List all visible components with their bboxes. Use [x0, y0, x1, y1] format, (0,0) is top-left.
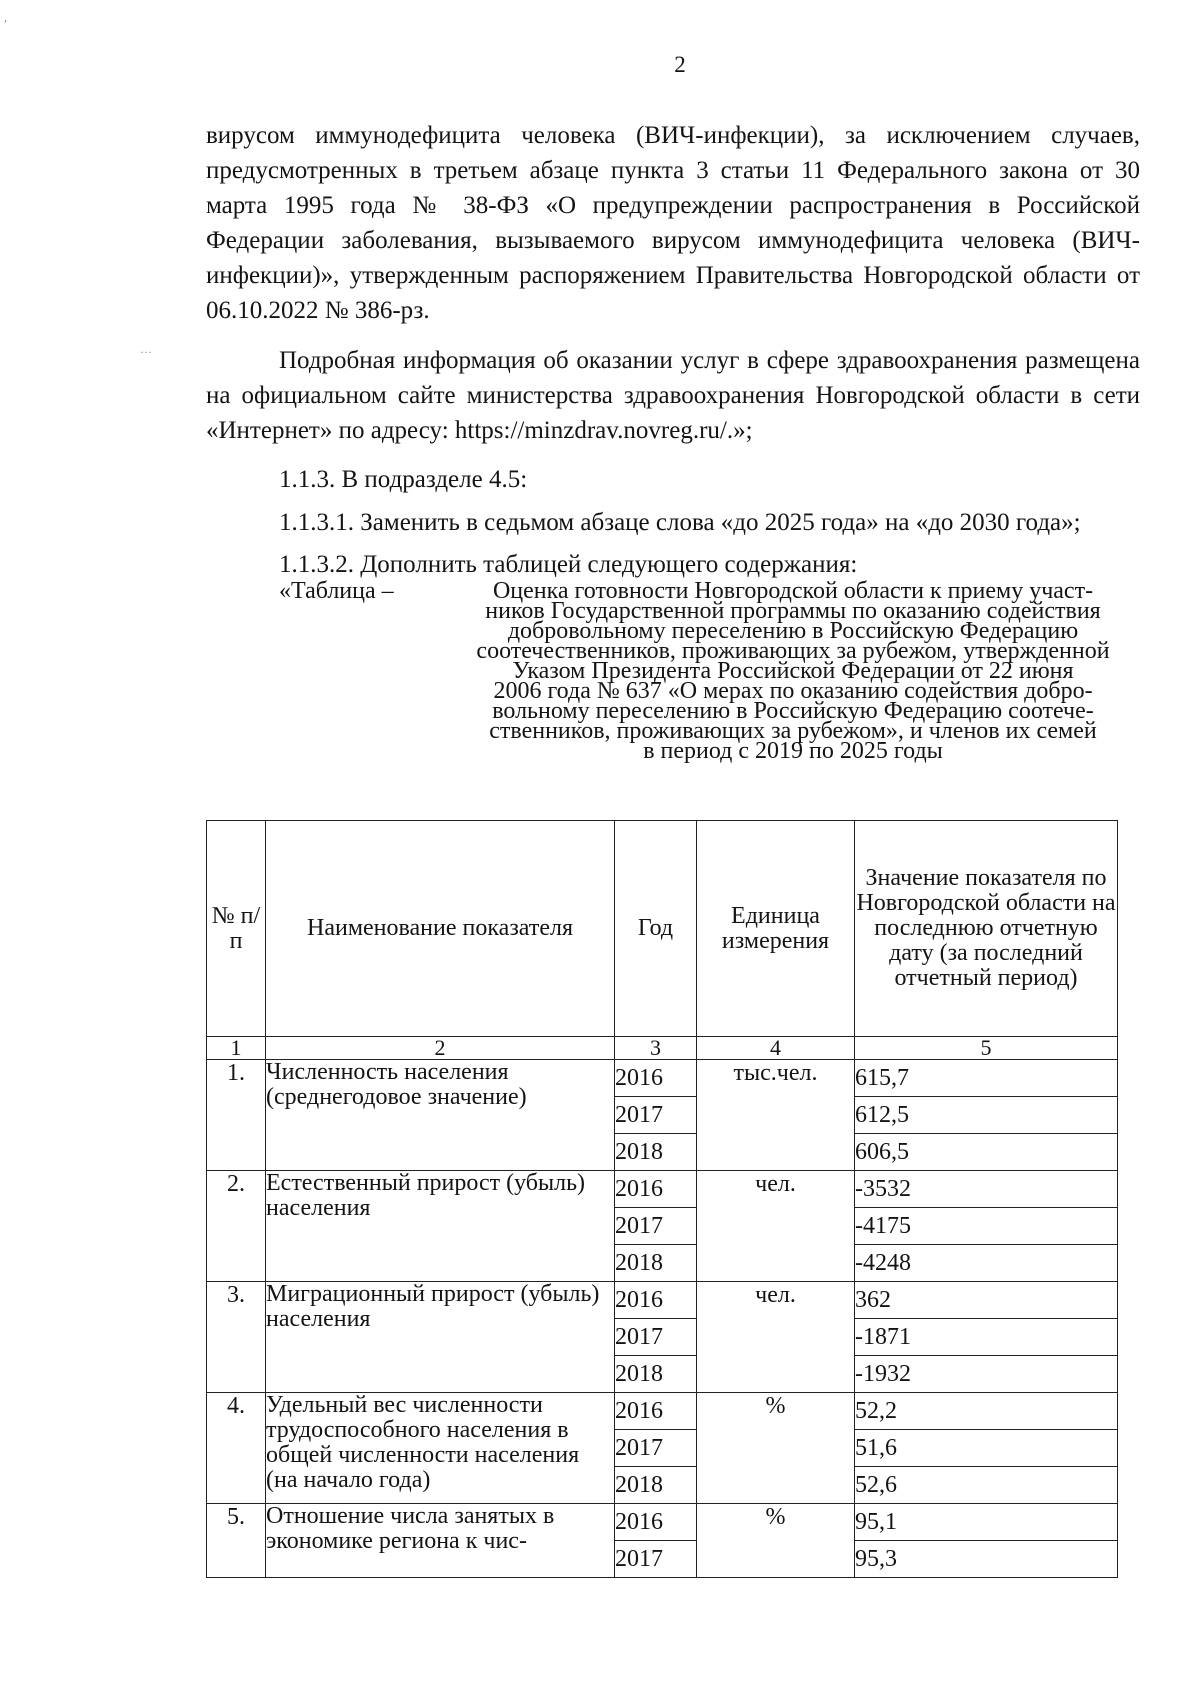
item-1-1-3: 1.1.3. В подразделе 4.5:	[279, 466, 528, 493]
unit-cell: %	[697, 1504, 855, 1578]
header-year: Год	[615, 821, 697, 1037]
unit-cell: тыс.чел.	[697, 1060, 855, 1171]
value-cell: 95,3	[855, 1541, 1118, 1578]
year-cell: 2016	[615, 1393, 697, 1430]
year-cell: 2018	[615, 1467, 697, 1504]
column-number: 2	[266, 1037, 615, 1060]
row-number: 2.	[207, 1171, 266, 1282]
header-unit: Единица измерения	[697, 821, 855, 1037]
value-cell: 612,5	[855, 1097, 1118, 1134]
item-1-1-3-2: 1.1.3.2. Дополнить таблицей следующего содержания:	[279, 551, 858, 578]
row-number: 3.	[207, 1282, 266, 1393]
scan-mark: ,	[4, 10, 7, 24]
header-value: Значение показателя по Новгородской области на последнюю отчетную дату (за последний отчетный период)	[855, 821, 1118, 1037]
column-number: 5	[855, 1037, 1118, 1060]
scan-mark: ···	[140, 345, 152, 359]
table-row	[207, 1171, 1118, 1208]
caption-line: соотечественников, проживающих за рубежом, утвержденной	[476, 638, 1110, 664]
year-cell: 2018	[615, 1356, 697, 1393]
table-header-row	[207, 821, 1118, 1037]
year-cell: 2016	[615, 1504, 697, 1541]
column-numbers-row	[207, 1037, 1118, 1060]
table-row	[207, 1504, 1118, 1541]
indicator-name: Удельный вес численности трудоспособного населения в общей численности населения (на начало года)	[266, 1393, 615, 1504]
value-cell: -3532	[855, 1171, 1118, 1208]
value-cell: 52,2	[855, 1393, 1118, 1430]
caption-line: вольному переселению в Российскую Федерацию соотече-	[492, 698, 1094, 724]
year-cell: 2018	[615, 1245, 697, 1282]
table-row	[207, 1060, 1118, 1097]
caption-line: в период с 2019 по 2025 годы	[643, 738, 943, 764]
value-cell: -4175	[855, 1208, 1118, 1245]
value-cell: -4248	[855, 1245, 1118, 1282]
header-indicator-name: Наименование показателя	[266, 821, 615, 1037]
caption-line: ников Государственной программы по оказанию содействия	[485, 598, 1101, 624]
paragraph-text: вирусом иммунодефицита человека (ВИЧ-инфекции), за исключением случаев, предусмотренных в третьем абзаце пункта 3 статьи 11 Федерального закона от 30 марта 1995 года № 38-ФЗ «О предупреждении распространения в Российской Федерации заболевания, вызываемого вирусом иммунодефицита человека (ВИЧ-инфекции)», утвержденным распоряжением Правительства Новгородской области от 06.10.2022 № 386-рз.	[206, 122, 1140, 324]
year-cell: 2017	[615, 1319, 697, 1356]
year-cell: 2017	[615, 1541, 697, 1578]
item-1-1-3-1: 1.1.3.1. Заменить в седьмом абзаце слова «до 2025 года» на «до 2030 года»;	[279, 509, 1081, 536]
row-number: 1.	[207, 1060, 266, 1171]
caption-line: 2006 года № 637 «О мерах по оказанию содействия добро-	[493, 678, 1093, 704]
year-cell: 2017	[615, 1208, 697, 1245]
row-number: 4.	[207, 1393, 266, 1504]
caption-line: ственников, проживающих за рубежом», и членов их семей	[489, 718, 1097, 744]
caption-line: добровольному переселению в Российскую Федерацию	[507, 618, 1079, 644]
value-cell: 52,6	[855, 1467, 1118, 1504]
indicator-name: Миграционный прирост (убыль) населения	[266, 1282, 615, 1393]
unit-cell: чел.	[697, 1282, 855, 1393]
indicator-name: Отношение числа занятых в экономике региона к чис-	[266, 1504, 615, 1578]
unit-cell: %	[697, 1393, 855, 1504]
column-number: 3	[615, 1037, 697, 1060]
paragraph-text: Подробная информация об оказании услуг в сфере здравоохранения размещена на официальном сайте министерства здравоохранения Новгородской области в сети «Интернет» по адресу: https://minzdrav.novreg.ru/.»;	[206, 347, 1140, 444]
value-cell: 95,1	[855, 1504, 1118, 1541]
column-number: 4	[697, 1037, 855, 1060]
caption-lead: «Таблица –	[279, 578, 394, 604]
page-number: 2	[674, 52, 686, 77]
caption-title	[423, 578, 1163, 764]
value-cell: 615,7	[855, 1060, 1118, 1097]
year-cell: 2017	[615, 1430, 697, 1467]
indicators-table	[206, 820, 1118, 1578]
paragraph-continuation	[206, 118, 1140, 328]
caption-line: Оценка готовности Новгородской области к приему участ-	[492, 578, 1094, 604]
table-row	[207, 1393, 1118, 1430]
value-cell: 362	[855, 1282, 1118, 1319]
value-cell: 51,6	[855, 1430, 1118, 1467]
table-row	[207, 1282, 1118, 1319]
header-number: № п/п	[207, 821, 266, 1037]
year-cell: 2016	[615, 1171, 697, 1208]
caption-line: Указом Президента Российской Федерации от 22 июня	[512, 658, 1074, 684]
year-cell: 2016	[615, 1282, 697, 1319]
value-cell: 606,5	[855, 1134, 1118, 1171]
paragraph-info	[206, 343, 1140, 448]
indicator-name: Численность населения (среднегодовое значение)	[266, 1060, 615, 1171]
year-cell: 2018	[615, 1134, 697, 1171]
row-number: 5.	[207, 1504, 266, 1578]
year-cell: 2016	[615, 1060, 697, 1097]
indicator-name: Естественный прирост (убыль) населения	[266, 1171, 615, 1282]
unit-cell: чел.	[697, 1171, 855, 1282]
value-cell: -1871	[855, 1319, 1118, 1356]
year-cell: 2017	[615, 1097, 697, 1134]
column-number: 1	[207, 1037, 266, 1060]
value-cell: -1932	[855, 1356, 1118, 1393]
